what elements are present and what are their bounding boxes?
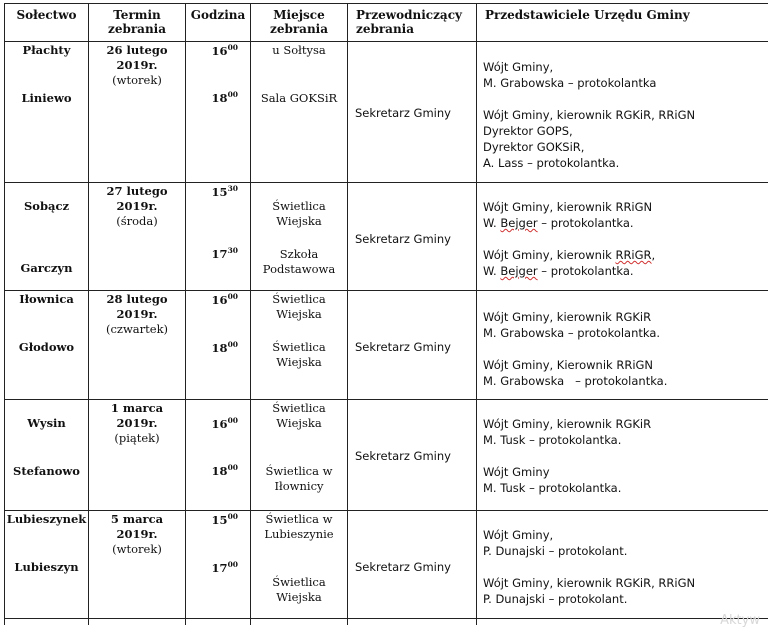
village-name: Głodowo [18, 340, 75, 354]
place-line: Sala GOKSiR [260, 91, 338, 105]
village-cell [5, 291, 89, 400]
date-year: 2019r. [116, 416, 158, 430]
activation-watermark: Aktyw [720, 613, 760, 628]
header-miejsce-l1: Miejsce [273, 8, 325, 22]
place-line: Wiejska [276, 355, 322, 369]
place-line: Lubieszynie [264, 527, 334, 541]
header-przedstawiciele: Przedstawiciele Urzędu Gminy [477, 4, 768, 42]
time-cell [186, 183, 251, 291]
place-line: Świetlica [272, 292, 326, 306]
reps-group [483, 416, 651, 448]
place-cell [251, 511, 348, 619]
time-minutes: 30 [227, 184, 238, 193]
meeting-time [212, 91, 238, 105]
village-name: Liniewo [21, 91, 72, 105]
time-hour: 17 [211, 247, 228, 261]
header-termin-l1: Termin [113, 8, 161, 22]
reps-line: Wójt Gminy, kierownik RGKiR [483, 310, 652, 324]
place-line: Wiejska [276, 307, 322, 321]
header-przew-l2: zebrania [356, 22, 414, 36]
reps-line: P. Dunajski – protokolant. [483, 544, 628, 558]
village-cell [5, 400, 89, 511]
meeting-time [212, 247, 238, 261]
date-line: 26 lutego [106, 43, 168, 57]
place-line: Szkoła [279, 247, 319, 261]
name-bejger: Bejger [500, 216, 538, 230]
reps-line: Wójt Gminy, Kierownik RRiGN [483, 358, 654, 372]
meeting-time [212, 513, 238, 527]
header-miejsce [251, 4, 348, 42]
reps-group [483, 309, 660, 341]
time-hour: 18 [211, 341, 228, 355]
header-miejsce-l2: zebrania [270, 22, 328, 36]
time-minutes: 00 [227, 43, 238, 52]
time-hour: 18 [211, 464, 228, 478]
time-hour: 16 [211, 293, 228, 307]
cutoff-cell [5, 619, 89, 626]
place-line: Świetlica [272, 401, 326, 415]
representatives-cell [477, 291, 768, 400]
name-bejger: Bejger [500, 264, 538, 278]
place-line: Wiejska [276, 590, 322, 604]
date-cell [89, 511, 186, 619]
reps-line: M. Grabowska – protokolantka. [483, 326, 661, 340]
date-year: 2019r. [116, 199, 158, 213]
time-cell [186, 400, 251, 511]
place-line: Świetlica w [265, 512, 333, 526]
reps-line: M. Tusk – protokolantka. [483, 433, 622, 447]
time-cell [186, 511, 251, 619]
place-cell [251, 291, 348, 400]
reps-line: Dyrektor GOPS, [483, 124, 573, 138]
header-termin [89, 4, 186, 42]
reps-group [483, 59, 656, 91]
time-minutes: 00 [227, 292, 238, 301]
village-cell [5, 183, 89, 291]
table-row-cutoff [5, 619, 768, 626]
village-cell [5, 511, 89, 619]
place-line: Świetlica [272, 340, 326, 354]
time-hour: 17 [211, 561, 228, 575]
cutoff-cell [251, 619, 348, 626]
village-name: Stefanowo [13, 464, 80, 478]
table-row [5, 291, 768, 400]
date-day: (środa) [116, 214, 158, 228]
reps-line: Wójt Gminy, kierownik RRiGR, [483, 248, 656, 262]
place-cell [251, 42, 348, 183]
date-line: 1 marca [110, 401, 164, 415]
date-year: 2019r. [116, 307, 158, 321]
representatives-cell [477, 183, 768, 291]
reps-line: Wójt Gminy, kierownik RGKiR, RRiGN [483, 576, 696, 590]
header-solectwo: Sołectwo [5, 4, 89, 42]
chair-cell [348, 291, 477, 400]
time-minutes: 30 [227, 246, 238, 255]
meeting-schedule-table [4, 3, 768, 625]
header-godzina: Godzina [186, 4, 251, 42]
reps-line: P. Dunajski – protokolant. [483, 592, 628, 606]
chair-cell [348, 400, 477, 511]
chair-cell [348, 183, 477, 291]
village-name: Lubieszynek [6, 512, 87, 526]
date-line: 28 lutego [106, 292, 168, 306]
representatives-cell [477, 511, 768, 619]
reps-line: Wójt Gminy, kierownik RGKiR, RRiGN [483, 108, 696, 122]
reps-line: M. Grabowska – protokolantka. [483, 374, 668, 388]
header-row [5, 4, 768, 42]
time-minutes: 00 [227, 512, 238, 521]
place-line: Świetlica [272, 199, 326, 213]
time-hour: 16 [211, 417, 228, 431]
cutoff-cell [348, 619, 477, 626]
time-minutes: 00 [227, 416, 238, 425]
chair-name: Sekretarz Gminy [355, 340, 451, 354]
reps-line: Wójt Gminy, kierownik RRiGN [483, 200, 653, 214]
reps-group [483, 199, 652, 231]
representatives-cell [477, 42, 768, 183]
place-cell [251, 183, 348, 291]
time-hour: 16 [211, 44, 228, 58]
meeting-time [212, 293, 238, 307]
header-przewodniczacy [348, 4, 477, 42]
place-line: Wiejska [276, 214, 322, 228]
chair-name: Sekretarz Gminy [355, 232, 451, 246]
village-name: Garczyn [20, 261, 73, 275]
cutoff-cell [89, 619, 186, 626]
chair-name: Sekretarz Gminy [355, 449, 451, 463]
unit-rrigr: RRiGR [615, 248, 652, 262]
date-cell [89, 42, 186, 183]
time-minutes: 00 [227, 463, 238, 472]
reps-group [483, 575, 695, 607]
time-hour: 15 [211, 185, 228, 199]
time-hour: 15 [211, 513, 228, 527]
table-row [5, 42, 768, 183]
meeting-time [212, 464, 238, 478]
chair-cell [348, 42, 477, 183]
meeting-time [212, 44, 238, 58]
date-cell [89, 400, 186, 511]
date-day: (piątek) [114, 431, 160, 445]
reps-line: Dyrektor GOKSiR, [483, 140, 585, 154]
reps-line: W. Bejger – protokolantka. [483, 264, 634, 278]
date-day: (czwartek) [105, 322, 169, 336]
reps-line: M. Tusk – protokolantka. [483, 481, 622, 495]
reps-group [483, 527, 627, 559]
village-name: Lubieszyn [14, 560, 79, 574]
representatives-cell [477, 400, 768, 511]
chair-name: Sekretarz Gminy [355, 106, 451, 120]
reps-line: A. Lass – protokolantka. [483, 156, 620, 170]
chair-cell [348, 511, 477, 619]
place-cell [251, 400, 348, 511]
reps-group [483, 107, 695, 171]
reps-group [483, 247, 655, 279]
date-day: (wtorek) [112, 73, 162, 87]
place-line: Podstawowa [262, 262, 336, 276]
date-cell [89, 291, 186, 400]
reps-line: Wójt Gminy, [483, 528, 554, 542]
time-cell [186, 42, 251, 183]
place-line: Iłownicy [274, 479, 324, 493]
table-row [5, 511, 768, 619]
place-line: Wiejska [276, 416, 322, 430]
meeting-time [212, 561, 238, 575]
reps-line: Wójt Gminy, kierownik RGKiR [483, 417, 652, 431]
reps-group [483, 464, 621, 496]
reps-line: M. Grabowska – protokolantka [483, 76, 657, 90]
table-row [5, 400, 768, 511]
header-przew-l1: Przewodniczący [356, 8, 462, 22]
village-name: Iłownica [19, 292, 74, 306]
time-minutes: 00 [227, 90, 238, 99]
header-termin-l2: zebrania [108, 22, 166, 36]
date-cell [89, 183, 186, 291]
date-year: 2019r. [116, 527, 158, 541]
reps-line: Wójt Gminy, [483, 60, 554, 74]
time-hour: 18 [211, 91, 228, 105]
place-line: u Sołtysa [272, 43, 326, 57]
place-line: Świetlica [272, 575, 326, 589]
village-name: Sobącz [23, 199, 69, 213]
chair-name: Sekretarz Gminy [355, 560, 451, 574]
place-line: Świetlica w [265, 464, 333, 478]
village-cell [5, 42, 89, 183]
time-minutes: 00 [227, 340, 238, 349]
reps-line: W. Bejger – protokolantka. [483, 216, 634, 230]
reps-line: Wójt Gminy [483, 465, 550, 479]
reps-group [483, 357, 667, 389]
time-cell [186, 291, 251, 400]
cutoff-cell [186, 619, 251, 626]
meeting-time [212, 341, 238, 355]
meeting-time [212, 417, 238, 431]
date-year: 2019r. [116, 58, 158, 72]
date-line: 5 marca [110, 512, 164, 526]
village-name: Płachty [22, 43, 71, 57]
table-row [5, 183, 768, 291]
date-line: 27 lutego [106, 184, 168, 198]
meeting-time [212, 185, 238, 199]
village-name: Wysin [27, 416, 66, 430]
date-day: (wtorek) [112, 542, 162, 556]
time-minutes: 00 [227, 560, 238, 569]
